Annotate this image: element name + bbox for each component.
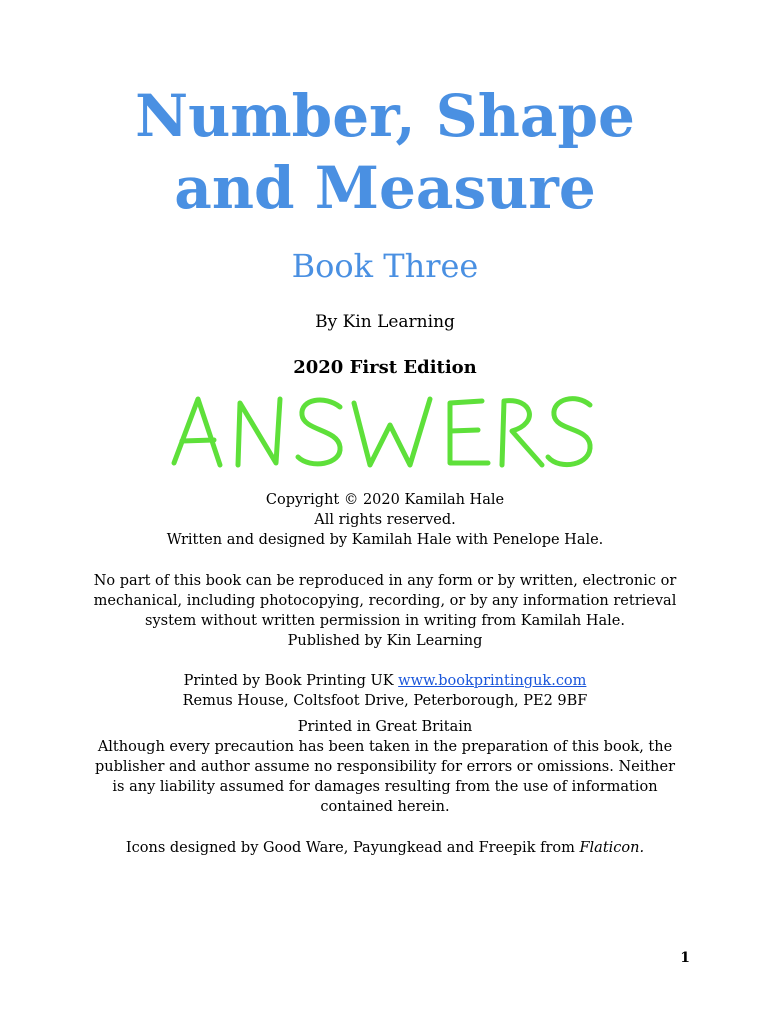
disclaimer-line-3: is any liability assumed for damages resulting from the use of information — [112, 779, 658, 795]
printer-prefix: Printed by Book Printing UK — [183, 673, 399, 689]
publisher-line: Published by Kin Learning — [287, 633, 483, 649]
printer-line — [70, 671, 700, 691]
icon-credits-line — [70, 838, 700, 858]
disclaimer-block — [70, 717, 700, 817]
disclaimer-line-2: publisher and author assume no responsibility for errors or omissions. Neither — [94, 759, 676, 775]
book-title-line-2: and Measure — [174, 154, 596, 222]
book-title — [0, 80, 770, 224]
printer-block — [70, 671, 700, 711]
printed-in-line: Printed in Great Britain — [297, 719, 473, 735]
copyright-line: Copyright © 2020 Kamilah Hale — [265, 492, 505, 508]
author-byline: By Kin Learning — [315, 312, 455, 332]
rights-reserved-line: All rights reserved. — [314, 512, 456, 528]
edition-label: 2020 First Edition — [293, 357, 477, 378]
disclaimer-line-1: Although every precaution has been taken in the preparation of this book, the — [97, 739, 673, 755]
printer-address: Remus House, Coltsfoot Drive, Peterborough, PE2 9BF — [182, 693, 588, 709]
page-number: 1 — [680, 950, 690, 966]
icon-credits-prefix: Icons designed by Good Ware, Payungkead and Freepik from — [125, 840, 580, 856]
book-title-line-1: Number, Shape — [135, 82, 635, 150]
authors-line: Written and designed by Kamilah Hale with Penelope Hale. — [166, 532, 604, 548]
printer-website-link[interactable]: www.bookprintinguk.com — [398, 673, 587, 689]
disclaimer-line-4: contained herein. — [320, 799, 450, 815]
reproduction-line-2: mechanical, including photocopying, recording, or by any information retrieval — [93, 593, 677, 609]
answers-handwritten-stamp — [160, 385, 600, 480]
reproduction-line-3: system without written permission in writing from Kamilah Hale. — [145, 613, 625, 629]
reproduction-notice — [70, 571, 700, 651]
icon-credits — [70, 838, 700, 858]
copyright-block — [70, 490, 700, 550]
book-subtitle: Book Three — [291, 247, 479, 285]
reproduction-line-1: No part of this book can be reproduced in any form or by written, electronic or — [93, 573, 677, 589]
icon-credits-source: Flaticon. — [579, 840, 645, 856]
answers-stamp-drawing — [160, 385, 600, 480]
